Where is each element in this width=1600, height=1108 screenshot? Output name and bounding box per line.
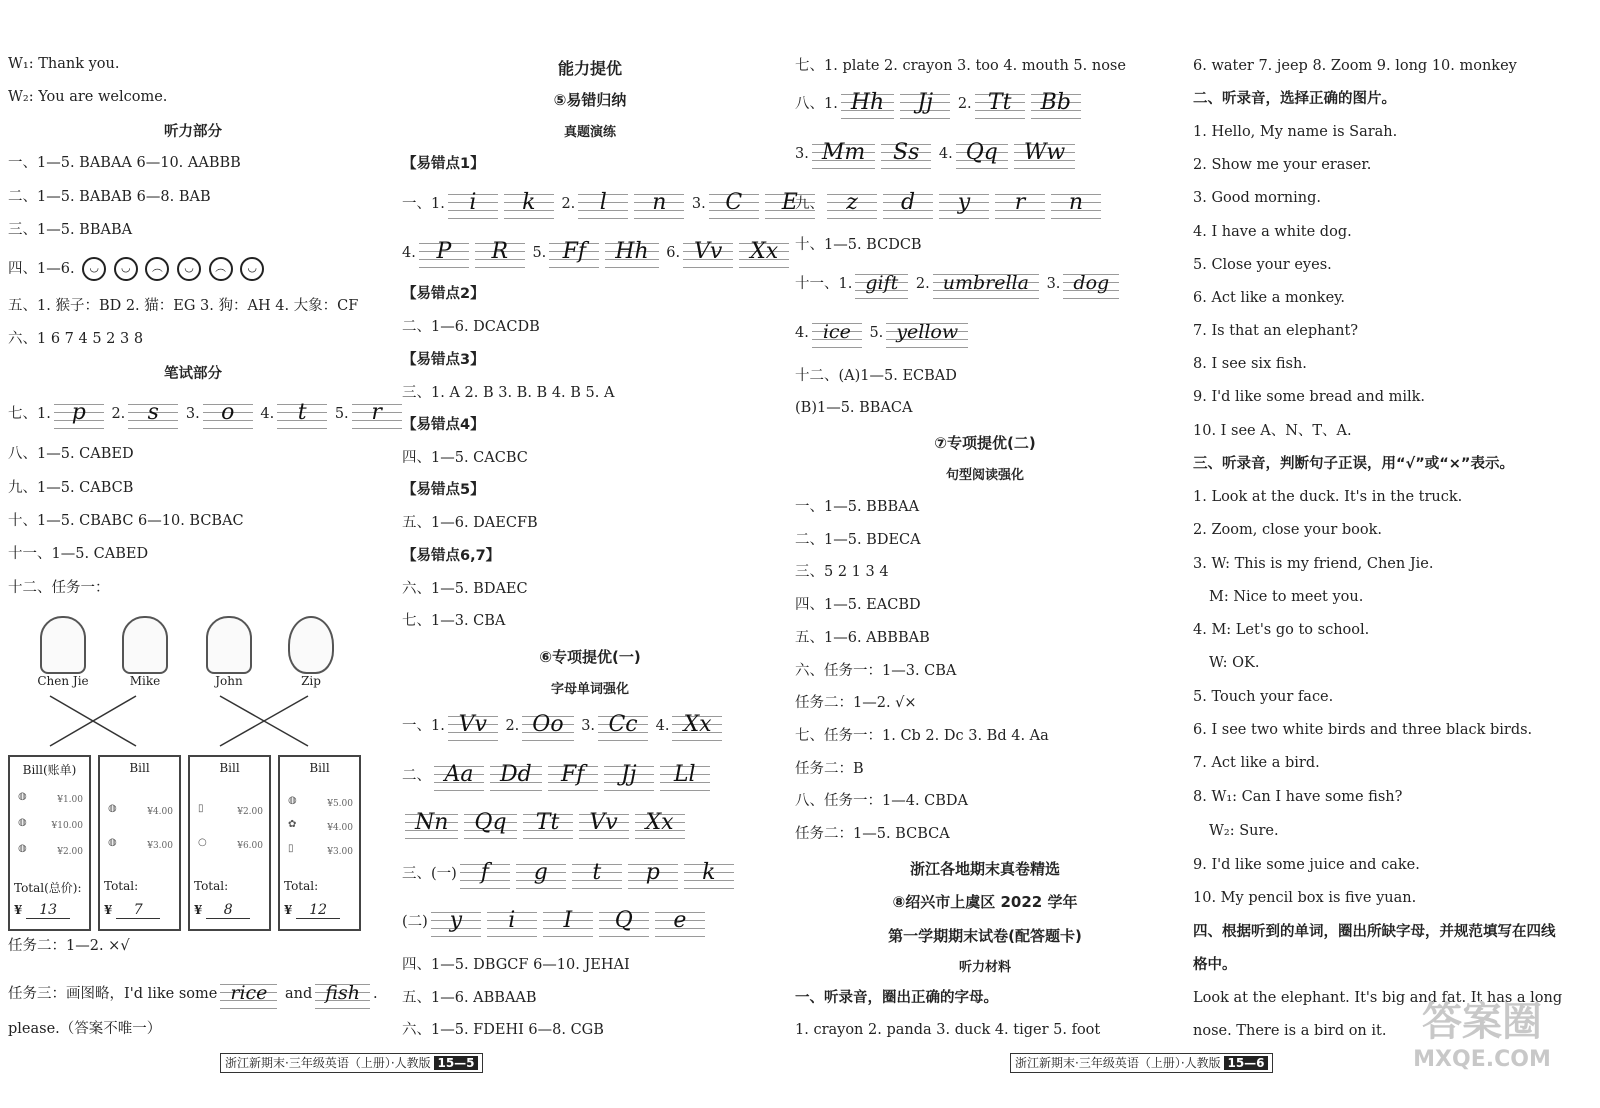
answer-line: 三、1—5. BBABA xyxy=(8,222,133,238)
section-heading: ⑥专项提优(一) xyxy=(539,648,641,666)
dialog-line: W₂: You are welcome. xyxy=(8,89,168,105)
section-heading: ⑤易错归纳 xyxy=(553,91,627,109)
handwritten-answer: Dd xyxy=(490,760,542,792)
handwritten-answer: t xyxy=(277,398,327,430)
handwriting-row: 九、 z d y r n xyxy=(795,188,1104,220)
answer-line: 一、1—5. BBBAA xyxy=(795,499,920,515)
girl-illustration xyxy=(40,616,86,674)
script-line: 5. Touch your face. xyxy=(1193,689,1334,705)
handwritten-answer: r xyxy=(995,188,1045,220)
answer-line: 五、1—6. DAECFB xyxy=(402,515,538,531)
food-icon: ✿ xyxy=(288,819,297,830)
section-heading: 听力部分 xyxy=(164,124,222,140)
handwriting-row: 十一、1. gift 2. umbrella 3. dog xyxy=(795,268,1122,300)
answer-line: 二、1—5. BABAB 6—8. BAB xyxy=(8,189,211,205)
handwriting-row: 七、1. p 2. s 3. o 4. t 5. r xyxy=(8,398,405,430)
answer-line: 二、1—5. BDECA xyxy=(795,532,921,548)
script-line: 8. W₁: Can I have some fish? xyxy=(1193,789,1403,805)
boy-illustration xyxy=(206,616,252,674)
page-number: 15—6 xyxy=(1224,1056,1267,1070)
bill-total-answer: 12 xyxy=(296,902,340,919)
handwritten-answer: s xyxy=(128,398,178,430)
script-line: 3. Good morning. xyxy=(1193,190,1321,206)
question-heading: 三、听录音，判断句子正误，用“√”或“×”表示。 xyxy=(1193,456,1514,472)
handwritten-answer: p xyxy=(628,858,678,890)
answer-line: 6. water 7. jeep 8. Zoom 9. long 10. monkey xyxy=(1193,58,1517,74)
handwritten-answer: i xyxy=(487,906,537,938)
script-line: 9. I'd like some bread and milk. xyxy=(1193,389,1426,405)
smile-face-icon: ◡ xyxy=(114,257,138,281)
handwritten-answer: Tt xyxy=(975,88,1025,120)
script-line: 1. Hello, My name is Sarah. xyxy=(1193,124,1398,140)
section-heading: 第一学期期末试卷(配答题卡) xyxy=(888,927,1082,945)
answer-line: 七、1. plate 2. crayon 3. too 4. mouth 5. nose xyxy=(795,58,1126,74)
answer-line: (B)1—5. BBACA xyxy=(795,400,913,416)
frown-face-icon: ︵ xyxy=(209,257,233,281)
handwriting-row: (二) y i I Q e xyxy=(402,906,708,938)
handwritten-answer: Xx xyxy=(635,808,685,840)
column-4 xyxy=(1193,0,1593,1108)
answer-line: 四、1—5. CACBC xyxy=(402,450,528,466)
dialog-line: W₁: Thank you. xyxy=(8,56,120,72)
handwriting-row: 4. ice 5. yellow xyxy=(795,317,971,349)
handwritten-answer: Xx xyxy=(739,237,789,269)
handwritten-answer: Q xyxy=(599,906,649,938)
handwritten-answer: R xyxy=(475,237,525,269)
answer-line: 三、5 2 1 3 4 xyxy=(795,564,889,580)
smile-face-icon: ◡ xyxy=(177,257,201,281)
answer-line: 六、1—5. BDAEC xyxy=(402,581,528,597)
script-line: W₂: Sure. xyxy=(1209,823,1279,839)
script-line: 4. M: Let's go to school. xyxy=(1193,622,1370,638)
handwritten-answer: z xyxy=(827,188,877,220)
script-line: Look at the elephant. It's big and fat. It has a long xyxy=(1193,990,1563,1006)
script-line: 1. Look at the duck. It's in the truck. xyxy=(1193,489,1463,505)
handwriting-row: 二、 Aa Dd Ff Jj Ll xyxy=(402,760,713,792)
answer-line: 1. crayon 2. panda 3. duck 4. tiger 5. foot xyxy=(795,1022,1101,1038)
handwritten-answer: Ff xyxy=(549,237,599,269)
answer-line: 六、1 6 7 4 5 2 3 8 xyxy=(8,331,144,347)
handwritten-answer: g xyxy=(516,858,566,890)
handwritten-answer: k xyxy=(504,188,554,220)
answer-line-task3: 任务三：画图略，I'd like some rice and fish . xyxy=(8,978,378,1010)
bill-card: Bill ◍ ¥4.00 ◍ ¥3.00 Total: ¥ 7 xyxy=(98,755,181,931)
handwritten-answer: Vv xyxy=(448,710,498,742)
figure-chen-jie: Chen Jie xyxy=(30,616,96,688)
handwriting-row: 4. P R 5. Ff Hh 6. Vv Xx xyxy=(402,237,792,269)
handwritten-answer: Vv xyxy=(579,808,629,840)
squirrel-illustration xyxy=(288,616,334,674)
handwritten-answer: Bb xyxy=(1031,88,1081,120)
section-heading: 浙江各地期末真卷精选 xyxy=(909,860,1060,878)
handwritten-answer: E xyxy=(765,188,815,220)
script-line: 9. I'd like some juice and cake. xyxy=(1193,857,1420,873)
script-line: 7. Act like a bird. xyxy=(1193,755,1320,771)
handwriting-row: 一、1. Vv 2. Oo 3. Cc 4. Xx xyxy=(402,710,725,742)
answer-line: 十二、任务一： xyxy=(8,580,110,596)
boy-illustration xyxy=(122,616,168,674)
question-heading: 四、根据听到的单词，圈出所缺字母，并规范填写在四线 xyxy=(1193,924,1556,940)
question-heading: 二、听录音，选择正确的图片。 xyxy=(1193,91,1396,107)
handwriting-row xyxy=(402,808,688,840)
handwritten-answer: p xyxy=(54,398,104,430)
handwritten-answer: ice xyxy=(812,317,862,349)
answer-line: 五、1. 猴子：BD 2. 猫：EG 3. 狗：AH 4. 大象：CF xyxy=(8,298,359,314)
error-point-label: 【易错点4】 xyxy=(402,417,485,433)
handwritten-answer: Jj xyxy=(604,760,654,792)
answer-line: 八、任务一：1—4. CBDA xyxy=(795,793,969,809)
script-line: 3. W: This is my friend, Chen Jie. xyxy=(1193,556,1434,572)
egg-icon: ○ xyxy=(198,837,207,848)
milk-icon: ▯ xyxy=(288,843,294,854)
handwritten-answer: Cc xyxy=(598,710,648,742)
answer-line: 十、1—5. CBABC 6—10. BCBAC xyxy=(8,513,244,529)
answer-line: 一、1—5. BABAA 6—10. AABBB xyxy=(8,155,241,171)
error-point-label: 【易错点1】 xyxy=(402,156,485,172)
handwriting-row: 一、1. i k 2. l n 3. C E xyxy=(402,188,818,220)
cake-icon: ◍ xyxy=(108,803,117,814)
error-point-label: 【易错点3】 xyxy=(402,352,485,368)
answer-line: 任务二：1—5. BCBCA xyxy=(795,826,950,842)
script-line: 6. I see two white birds and three black birds. xyxy=(1193,722,1533,738)
handwritten-answer: r xyxy=(352,398,402,430)
script-line: M: Nice to meet you. xyxy=(1209,589,1364,605)
script-line: 10. My pencil box is five yuan. xyxy=(1193,890,1417,906)
handwritten-answer: Ss xyxy=(881,138,931,170)
column-3 xyxy=(795,0,1175,1108)
script-line: 8. I see six fish. xyxy=(1193,356,1307,372)
handwritten-answer: Hh xyxy=(605,237,658,269)
answer-line: 九、1—5. CABCB xyxy=(8,480,134,496)
script-line: 2. Zoom, close your book. xyxy=(1193,522,1383,538)
handwritten-answer: I xyxy=(543,906,593,938)
question-heading: 一、听录音，圈出正确的字母。 xyxy=(795,990,998,1006)
answer-line: 七、1—3. CBA xyxy=(402,613,506,629)
bill-card: Bill(账单) ◍ ¥1.00 ◍ ¥10.00 ◍ ¥2.00 Total(总价): ¥ 13 xyxy=(8,755,91,931)
section-subheading: 真题演练 xyxy=(563,125,616,140)
handwritten-answer: P xyxy=(419,237,469,269)
bill-card: Bill ▯ ¥2.00 ○ ¥6.00 Total: ¥ 8 xyxy=(188,755,271,931)
handwritten-answer: Mm xyxy=(812,138,875,170)
smile-face-icon: ◡ xyxy=(82,257,106,281)
error-point-label: 【易错点6,7】 xyxy=(402,548,501,564)
answer-line: 十、1—5. BCDCB xyxy=(795,237,922,253)
script-line: 10. I see A、N、T、A. xyxy=(1193,423,1352,439)
page-footer: 浙江新期末·三年级英语（上册）·人教版 15—5 xyxy=(220,1053,483,1073)
handwritten-answer: gift xyxy=(855,268,908,300)
handwritten-answer: dog xyxy=(1063,268,1119,300)
handwritten-answer: Oo xyxy=(522,710,573,742)
handwriting-row: 八、1. Hh Jj 2. Tt Bb xyxy=(795,88,1084,120)
answer-line: 七、任务一：1. Cb 2. Dc 3. Bd 4. Aa xyxy=(795,728,1049,744)
script-line: 6. Act like a monkey. xyxy=(1193,290,1346,306)
food-icon: ◍ xyxy=(18,817,27,828)
handwritten-answer: rice xyxy=(220,978,277,1010)
bottle-icon: ▯ xyxy=(198,803,204,814)
juice-icon: ◍ xyxy=(108,837,117,848)
answer-line: 五、1—6. ABBAAB xyxy=(402,990,537,1006)
answer-line: please.（答案不唯一） xyxy=(8,1021,162,1037)
section-subheading: 字母单词强化 xyxy=(550,682,629,697)
script-line: 4. I have a white dog. xyxy=(1193,224,1352,240)
script-line: 7. Is that an elephant? xyxy=(1193,323,1359,339)
handwritten-answer: o xyxy=(203,398,253,430)
section-heading: 能力提优 xyxy=(557,59,622,78)
handwritten-answer: Hh xyxy=(841,88,894,120)
handwritten-answer: umbrella xyxy=(933,268,1039,300)
answer-line: 五、1—6. ABBBAB xyxy=(795,630,930,646)
handwritten-answer: d xyxy=(883,188,933,220)
section-heading: 笔试部分 xyxy=(164,366,222,382)
food-icon: ◍ xyxy=(18,843,27,854)
handwritten-answer: fish xyxy=(315,978,370,1010)
bill-card: Bill ◍ ¥5.00 ✿ ¥4.00 ▯ ¥3.00 Total: ¥ 12 xyxy=(278,755,361,931)
handwritten-answer: Xx xyxy=(672,710,722,742)
column-1 xyxy=(8,0,382,1108)
answer-label: 四、1—6. xyxy=(8,261,75,277)
handwritten-answer: f xyxy=(460,858,510,890)
section-heading: ⑧绍兴市上虞区 2022 学年 xyxy=(892,893,1078,911)
handwritten-answer: y xyxy=(939,188,989,220)
handwritten-answer: Tt xyxy=(523,808,573,840)
handwritten-answer: Aa xyxy=(434,760,484,792)
handwriting-row: 三、(一) f g t p k xyxy=(402,858,737,890)
matching-lines xyxy=(8,692,378,752)
pizza-icon: ◍ xyxy=(288,795,297,806)
script-line: 2. Show me your eraser. xyxy=(1193,157,1372,173)
answer-line: 二、1—6. DCACDB xyxy=(402,319,540,335)
error-point-label: 【易错点2】 xyxy=(402,286,485,302)
answer-line-faces xyxy=(8,257,264,281)
column-2 xyxy=(402,0,798,1108)
answer-line: 六、任务一：1—3. CBA xyxy=(795,663,957,679)
answer-line: 十一、1—5. CABED xyxy=(8,546,149,562)
error-point-label: 【易错点5】 xyxy=(402,482,485,498)
handwritten-answer: yellow xyxy=(886,317,968,349)
watermark-logo: 答案圈 MXQE.COM xyxy=(1413,999,1551,1072)
figure-mike: Mike xyxy=(112,616,178,688)
bill-total-answer: 13 xyxy=(26,902,70,919)
handwritten-answer: e xyxy=(655,906,705,938)
script-line: nose. There is a bird on it. xyxy=(1193,1023,1387,1039)
answer-line: 三、1. A 2. B 3. B. B 4. B 5. A xyxy=(402,385,615,401)
script-line: 5. Close your eyes. xyxy=(1193,257,1332,273)
handwritten-answer: l xyxy=(578,188,628,220)
handwritten-answer: Ww xyxy=(1014,138,1075,170)
handwritten-answer: y xyxy=(431,906,481,938)
answer-line: 任务二：B xyxy=(795,761,864,777)
figure-zip: Zip xyxy=(278,616,344,688)
answer-line: 任务二：1—2. √× xyxy=(795,695,917,711)
page-footer: 浙江新期末·三年级英语（上册）·人教版 15—6 xyxy=(1010,1053,1273,1073)
handwritten-answer: Vv xyxy=(683,237,733,269)
section-heading: ⑦专项提优(二) xyxy=(934,434,1036,452)
handwritten-answer: k xyxy=(684,858,734,890)
food-icon: ◍ xyxy=(18,791,27,802)
handwritten-answer: t xyxy=(572,858,622,890)
handwritten-answer: i xyxy=(448,188,498,220)
question-heading: 格中。 xyxy=(1193,957,1237,973)
smile-face-icon: ◡ xyxy=(240,257,264,281)
script-line: W: OK. xyxy=(1209,655,1260,671)
handwritten-answer: Ll xyxy=(660,760,710,792)
answer-line: 任务二：1—2. ×√ xyxy=(8,938,130,954)
handwritten-answer: Ff xyxy=(548,760,598,792)
section-subheading: 句型阅读强化 xyxy=(945,468,1024,483)
page-number: 15—5 xyxy=(434,1056,477,1070)
section-subheading: 听力材料 xyxy=(958,960,1011,975)
frown-face-icon: ︵ xyxy=(145,257,169,281)
bill-total-answer: 8 xyxy=(206,902,250,919)
handwriting-row: 3. Mm Ss 4. Qq Ww xyxy=(795,138,1078,170)
figure-john: John xyxy=(196,616,262,688)
handwritten-answer: Qq xyxy=(464,808,516,840)
handwritten-answer: Jj xyxy=(900,88,950,120)
handwritten-answer: n xyxy=(1051,188,1101,220)
handwritten-answer: Qq xyxy=(956,138,1008,170)
answer-line: 四、1—5. EACBD xyxy=(795,597,921,613)
answer-line: 四、1—5. DBGCF 6—10. JEHAI xyxy=(402,957,630,973)
handwritten-answer: C xyxy=(709,188,759,220)
bill-total-answer: 7 xyxy=(116,902,160,919)
handwritten-answer: n xyxy=(634,188,684,220)
answer-line: 八、1—5. CABED xyxy=(8,446,134,462)
handwritten-answer: Nn xyxy=(405,808,458,840)
answer-line: 十二、(A)1—5. ECBAD xyxy=(795,368,957,384)
answer-line: 六、1—5. FDEHI 6—8. CGB xyxy=(402,1022,604,1038)
